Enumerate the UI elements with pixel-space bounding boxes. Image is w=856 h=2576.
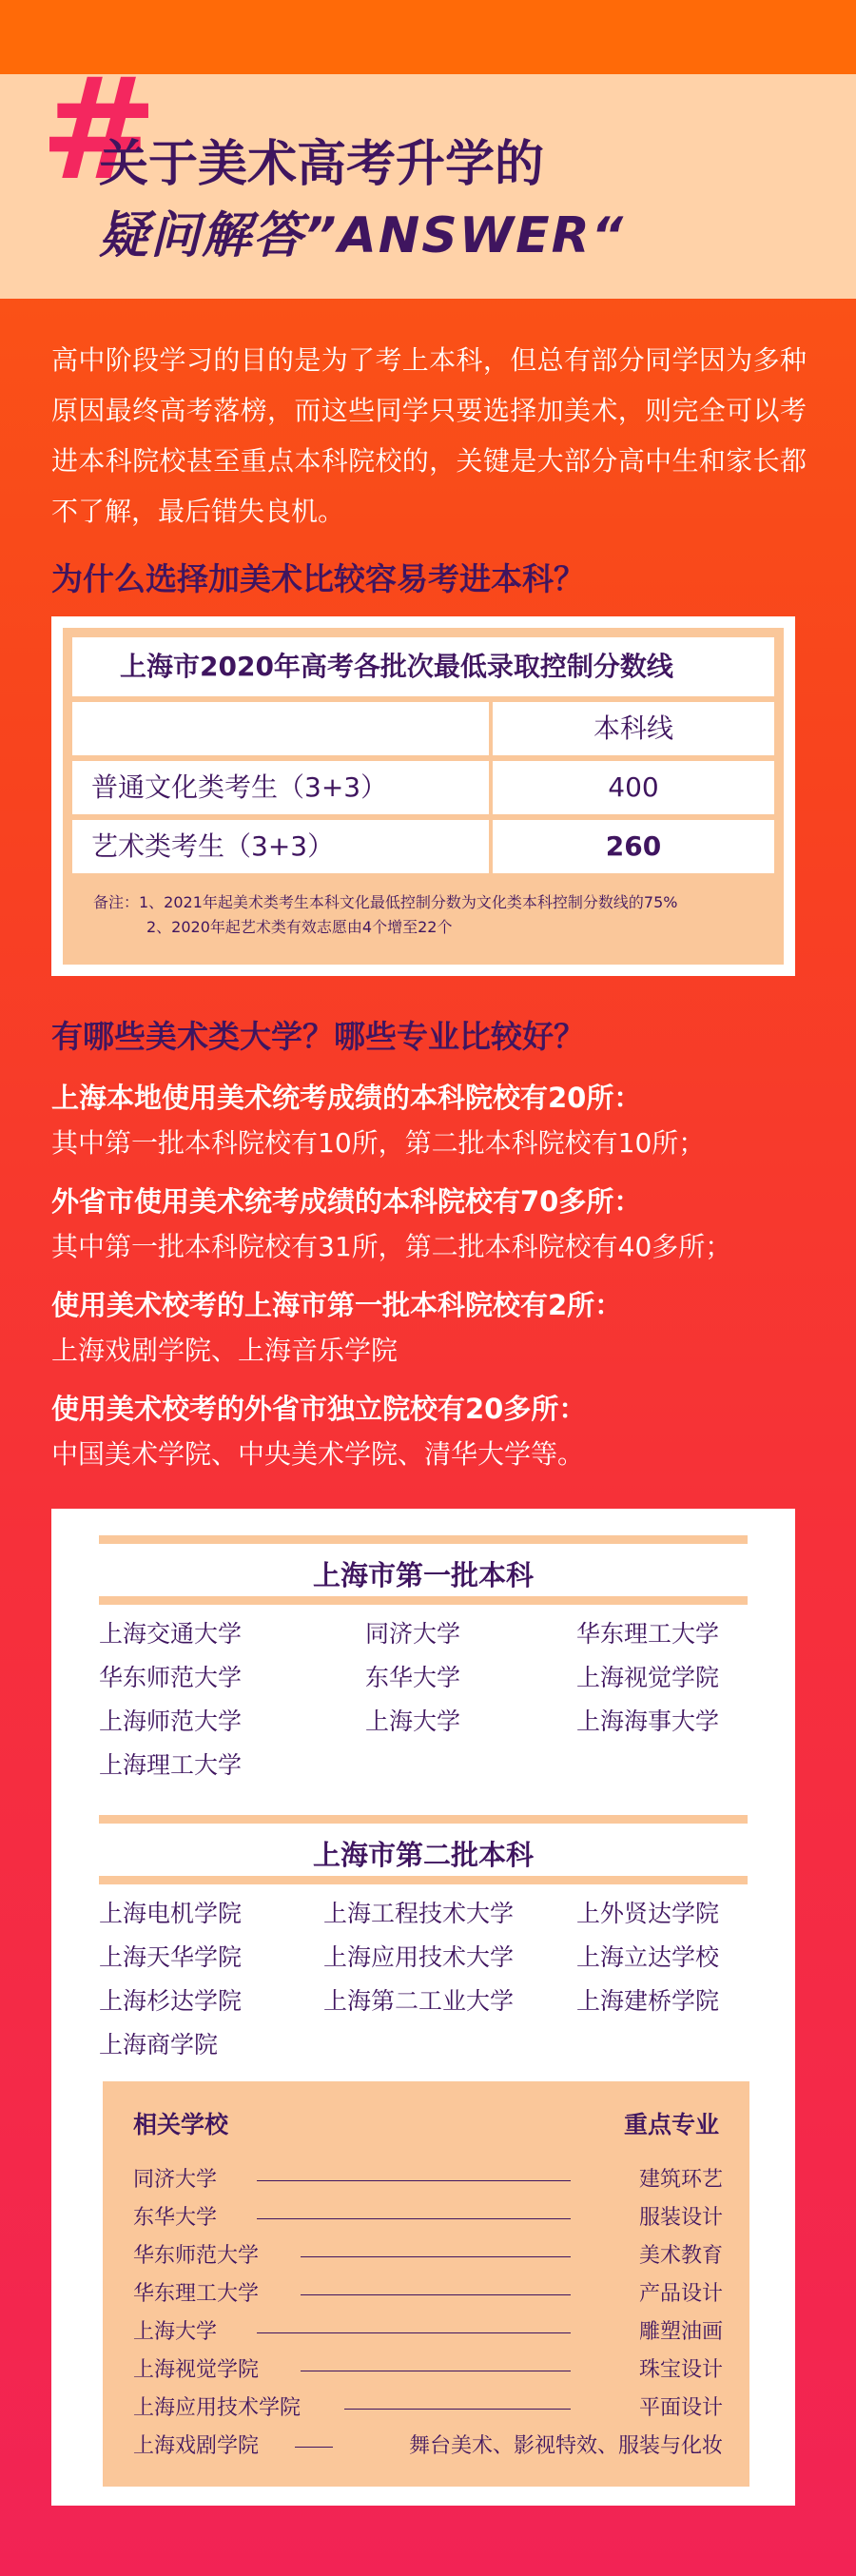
dash-line	[257, 2218, 571, 2219]
majors-table	[103, 2081, 749, 2487]
school-name: 上海大学	[365, 1708, 461, 1735]
table-row	[72, 761, 774, 814]
major-row-school: 东华大学	[133, 2206, 218, 2230]
page-title-line1: 关于美术高考升学的	[99, 136, 545, 193]
intro-paragraph: 高中阶段学习的目的是为了考上本科，但总有部分同学因为多种原因最终高考落榜，而这些同学只要选择加美术，则完全可以考进本科院校甚至重点本科院校的，关键是大部分高中生和家长都不了解，最后错失良机。	[51, 344, 807, 527]
divider-bar	[99, 1876, 748, 1884]
major-row-major: 美术教育	[638, 2244, 723, 2268]
major-row	[133, 2239, 723, 2277]
fact-text: 上海戏剧学院、上海音乐学院	[51, 1335, 399, 1366]
page-title-line2: 疑问解答”ANSWER“	[99, 207, 626, 264]
school-name: 上海第二工业大学	[323, 1987, 515, 2015]
school-name: 上海建桥学院	[576, 1987, 720, 2015]
fact-item	[51, 1282, 812, 1374]
school-name: 上海视觉学院	[576, 1664, 720, 1691]
dash-line	[257, 2332, 571, 2333]
major-row-major: 珠宝设计	[638, 2358, 723, 2382]
table-note	[72, 873, 774, 940]
fact-item	[51, 1179, 812, 1270]
score-table-inner	[63, 628, 784, 965]
question-heading-2: 有哪些美术类大学？哪些专业比较好？	[51, 1018, 585, 1055]
row-label: 普通文化类考生（3+3）	[72, 761, 489, 814]
school-name: 上海交通大学	[99, 1620, 243, 1648]
school-name: 同济大学	[365, 1620, 461, 1648]
table-header-empty	[72, 702, 489, 755]
majors-school-header: 相关学校	[133, 2111, 229, 2138]
major-row-school: 上海戏剧学院	[133, 2434, 260, 2458]
universities-card	[51, 1509, 795, 2506]
school-name: 上海电机学院	[99, 1900, 243, 1927]
major-row-school: 上海大学	[133, 2320, 218, 2344]
dash-line	[257, 2180, 571, 2181]
row-label: 艺术类考生（3+3）	[72, 820, 489, 873]
table-note-line1: 备注：1、2021年起美术类考生本科文化最低控制分数为文化类本科控制分数线的75%	[93, 893, 678, 911]
fact-heading: 上海本地使用美术统考成绩的本科院校有20所：	[51, 1082, 642, 1114]
school-name: 华东师范大学	[99, 1664, 243, 1691]
dash-line	[301, 2256, 571, 2257]
major-row-school: 上海应用技术学院	[133, 2396, 302, 2420]
fact-item	[51, 1075, 812, 1166]
school-name: 上海天华学院	[99, 1943, 243, 1971]
school-name: 东华大学	[365, 1664, 461, 1691]
fact-heading: 使用美术校考的外省市独立院校有20多所：	[51, 1393, 587, 1425]
row-value: 400	[493, 761, 774, 814]
major-row-major: 产品设计	[638, 2282, 723, 2306]
major-row-major: 舞台美术、影视特效、服装与化妆	[408, 2434, 723, 2458]
major-row-school: 同济大学	[133, 2168, 218, 2192]
fact-text: 其中第一批本科院校有31所，第二批本科院校有40多所；	[51, 1231, 732, 1262]
major-row-major: 雕塑油画	[638, 2320, 723, 2344]
dash-line	[344, 2409, 571, 2410]
score-table-title: 上海市2020年高考各批次最低录取控制分数线	[72, 637, 774, 696]
school-name: 上海立达学校	[576, 1943, 720, 1971]
major-row	[133, 2201, 723, 2239]
batch2-title: 上海市第二批本科	[312, 1839, 534, 1871]
school-name: 上外贤达学院	[576, 1900, 720, 1927]
school-name: 上海杉达学院	[99, 1987, 243, 2015]
fact-heading: 外省市使用美术统考成绩的本科院校有70多所：	[51, 1185, 642, 1218]
fact-item	[51, 1386, 812, 1477]
batch1-title: 上海市第一批本科	[312, 1559, 534, 1591]
table-column-header: 本科线	[493, 702, 774, 755]
row-value: 260	[493, 820, 774, 873]
question-heading-1: 为什么选择加美术比较容易考进本科？	[51, 560, 585, 597]
major-row	[133, 2277, 723, 2315]
major-row-major: 服装设计	[638, 2206, 723, 2230]
major-row	[133, 2430, 723, 2468]
hash-decoration: #	[40, 48, 153, 211]
major-row-school: 上海视觉学院	[133, 2358, 260, 2382]
major-row	[133, 2353, 723, 2391]
major-row	[133, 2391, 723, 2430]
fact-text: 其中第一批本科院校有10所，第二批本科院校有10所；	[51, 1127, 706, 1159]
school-name: 上海应用技术大学	[323, 1943, 515, 1971]
divider-bar	[99, 1596, 748, 1605]
table-note-line2: 2、2020年起艺术类有效志愿由4个增至22个	[146, 918, 453, 936]
divider-bar	[99, 1535, 748, 1544]
majors-major-header: 重点专业	[623, 2111, 719, 2138]
major-row-major: 平面设计	[638, 2396, 723, 2420]
fact-text: 中国美术学院、中央美术学院、清华大学等。	[51, 1438, 585, 1470]
fact-heading: 使用美术校考的上海市第一批本科院校有2所：	[51, 1289, 623, 1321]
score-table	[51, 616, 795, 976]
divider-bar	[99, 1815, 748, 1824]
facts-list	[51, 1075, 812, 1490]
school-name: 上海工程技术大学	[323, 1900, 515, 1927]
major-row-school: 华东师范大学	[133, 2244, 260, 2268]
table-header-row	[72, 702, 774, 755]
dash-line	[301, 2294, 571, 2295]
major-row-school: 华东理工大学	[133, 2282, 260, 2306]
school-name: 上海商学院	[99, 2031, 219, 2059]
school-name: 上海理工大学	[99, 1751, 243, 1779]
major-row-major: 建筑环艺	[638, 2168, 723, 2192]
school-name: 华东理工大学	[576, 1620, 720, 1648]
school-name: 上海海事大学	[576, 1708, 720, 1735]
major-row	[133, 2315, 723, 2353]
table-row	[72, 820, 774, 873]
major-row	[133, 2163, 723, 2201]
dash-line	[295, 2447, 333, 2448]
school-name: 上海师范大学	[99, 1708, 243, 1735]
